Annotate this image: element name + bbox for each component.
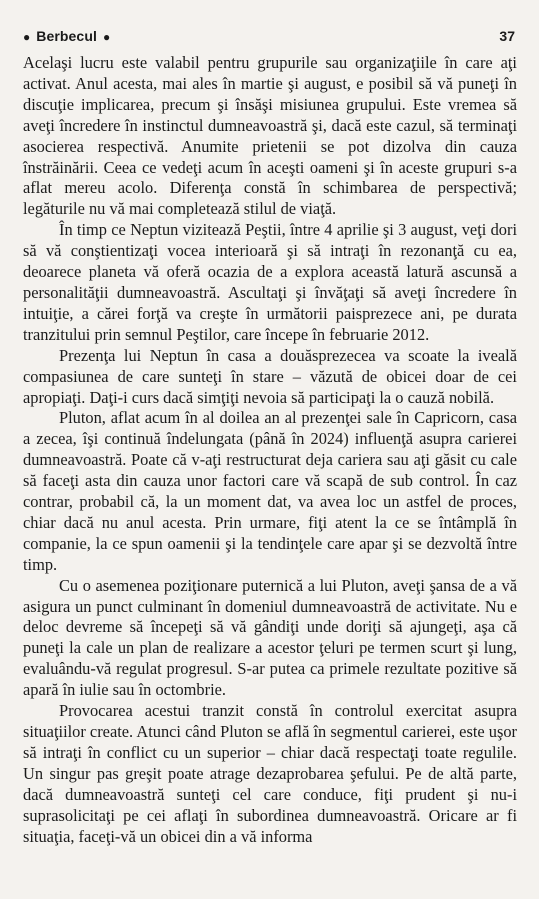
paragraph: Prezenţa lui Neptun în casa a douăsprezecea va scoate la iveală compasiunea de care sunteţi în stare – văzută de obicei doar de cei apropiaţi. Daţi-i curs dacă simţiţi nevoia să participaţi la o cauză nobilă. (23, 345, 517, 407)
paragraph: Pluton, aflat acum în al doilea an al prezenţei sale în Capricorn, casa a zecea, îşi continuă îndelungata (până în 2024) influenţă asupra carierei dumneavoastră. Poate că v-aţi restructurat deja cariera sau aţi găsit cu cale să faceţi asta din cauza unor factori care vă scapă de sub control. În caz contrar, probabil că, la un moment dat, va avea loc un astfel de proces, chiar dacă nu anul acesta. Prin urmare, fiţi atent la ce se întâmplă în companie, la ce spun oamenii şi la tendinţele care apar şi se dezvoltă între timp. (23, 408, 517, 574)
paragraph: În timp ce Neptun vizitează Peştii, între 4 aprilie şi 3 august, veţi dori să vă conştientizaţi vocea interioară şi să intraţi în rezonanţă cu ea, deoarece planeta vă oferă ocazia de a explora această latură ascunsă a personalităţii dumneavoastră. Ascultaţi şi învăţaţi să aveţi încredere în intuiţie, a cărei forţă va creşte în următorii paisprezece ani, pe durata tranzitului prin semnul Peştilor, care începe în februarie 2012. (23, 220, 517, 344)
paragraph: Provocarea acestui tranzit constă în controlul exercitat asupra situaţiilor create. Atunci când Pluton se află în segmentul carierei, este uşor să intraţi în conflict cu un superior – chiar dacă respectaţi toate regulile. Un singur pas greşit poate atrage dezaprobarea şefului. Pe de altă parte, dacă dumneavoastră sunteţi cel care conduce, fiţi prudent şi nu-i suprasolicitaţi pe cei aflaţi în subordinea dumneavoastră. Oricare ar fi situaţia, faceţi-vă un obicei din a vă informa (23, 701, 517, 846)
paragraph: Cu o asemenea poziţionare puternică a lui Pluton, aveţi şansa de a vă asigura un punct culminant în domeniul dumneavoastră de activitate. Nu e deloc devreme să începeţi să vă gândiţi unde doriţi să ajungeţi, aşa că puneţi la cale un plan de realizare a acestor ţeluri pe termen scurt şi lung, evaluându-vă regulat progresul. S-ar putea ca primele rezultate pozitive să apară în iulie sau în octombrie. (23, 575, 517, 700)
page-number: 37 (499, 28, 515, 44)
paragraph: Acelaşi lucru este valabil pentru grupurile sau organizaţiile în care aţi activat. Anul acesta, mai ales în martie şi august, e posibil să vă puneţi în discuţie implicarea, precum şi însăşi misiunea grupului. Este vremea să aveţi încredere în instinctul dumneavoastră şi, dacă este cazul, să terminaţi asocierea respectivă. Anumite prietenii se pot dizolva din cauza înstrăinării. Ceea ce vedeţi acum în aceşti oameni şi în aceste grupuri s-a aflat mereu acolo. Diferenţa constă în schimbarea de perspectivă; legăturile nu vă mai completează stilul de viaţă. (23, 53, 517, 219)
bullet-icon: ● (23, 30, 31, 44)
page-header (23, 28, 517, 45)
bullet-icon: ● (102, 30, 111, 44)
running-header (23, 28, 110, 45)
running-title: Berbecul (36, 28, 97, 44)
body-text (23, 53, 517, 847)
